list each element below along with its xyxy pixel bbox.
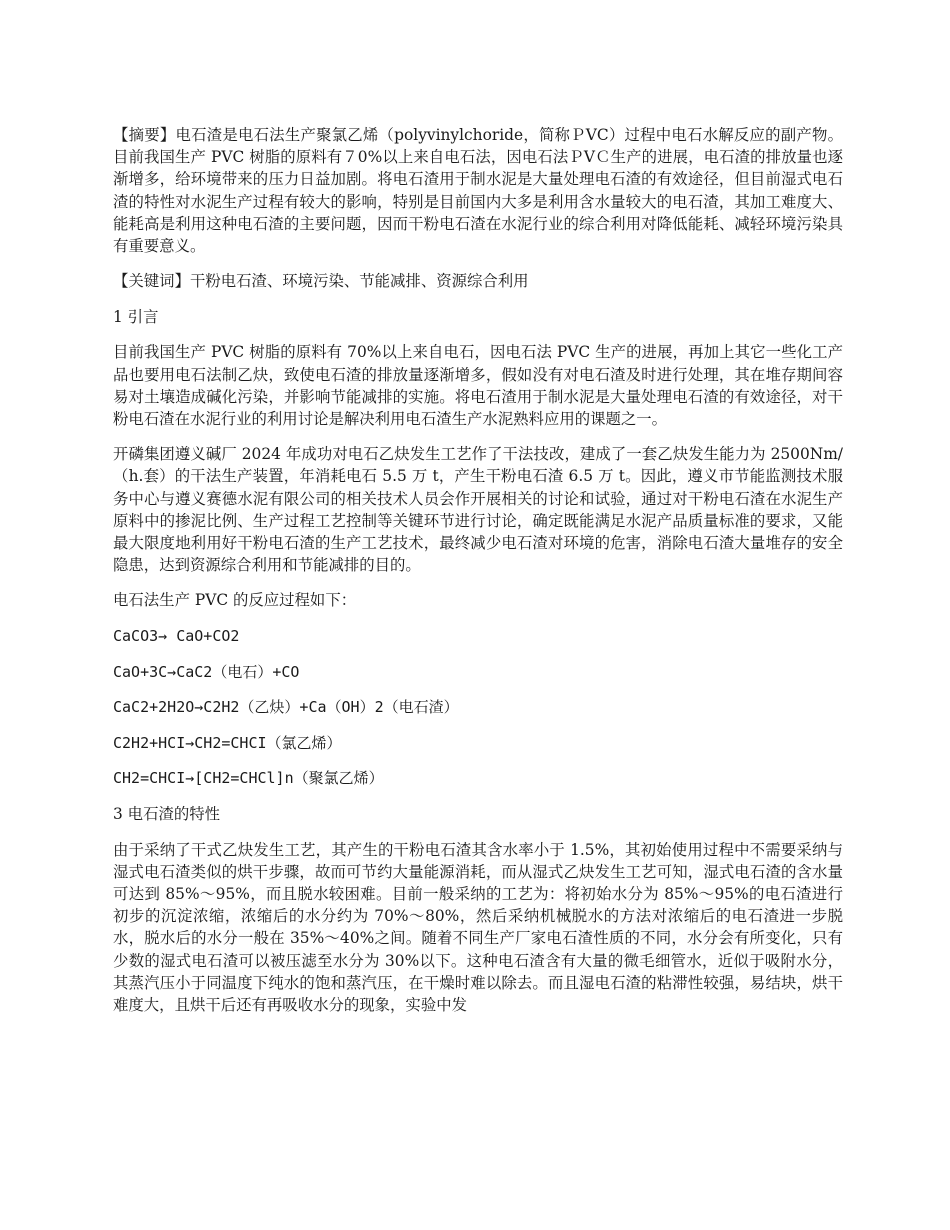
intro-paragraph-1: 目前我国生产 PVC 树脂的原料有 70%以上来自电石，因电石法 PVC 生产的进展，再加上其它一些化工产品也要用电石法制乙炔，致使电石渣的排放量逐渐增多，假如没有对电石渣及时进行处理，其在堆存期间容易对土壤造成碱化污染，并影响节能减排的实施。将电石渣用于制水泥是大量处理电石渣的有效途径，对干粉电石渣在水泥行业的利用讨论是解决利用电石渣生产水泥熟料应用的课题之一。 [113, 343, 843, 429]
section-heading-introduction: 1 引言 [113, 307, 159, 326]
reaction-intro-line: 电石法生产 PVC 的反应过程如下： [113, 591, 357, 610]
reaction-equation-5: CH2=CHCI→[CH2=CHCl]n（聚氯乙烯） [113, 769, 384, 788]
abstract-paragraph: 【摘要】电石渣是电石法生产聚氯乙烯（polyvinylchoride，简称ＰVC）过程中电石水解反应的副产物。目前我国生产 PVC 树脂的原料有７0%以上来自电石法，因电石法ＰVＣ生产的进展，电石渣的排放量也逐渐增多，给环境带来的压力日益加剧。将电石渣用于制水泥是大量处理电石渣的有效途径，但目前湿式电石渣的特性对水泥生产过程有较大的影响，特别是目前国内大多是利用含水量较大的电石渣，其加工难度大、能耗高是利用这种电石渣的主要问题，因而干粉电石渣在水泥行业的综合利用对降低能耗、减轻环境污染具有重要意义。 [113, 126, 843, 256]
characteristics-paragraph: 由于采纳了干式乙炔发生工艺，其产生的干粉电石渣其含水率小于 1.5%，其初始使用过程中不需要采纳与湿式电石渣类似的烘干步骤，故而可节约大量能源消耗，而从湿式乙炔发生工艺可知，湿式电石渣的含水量可达到 85%～95%，而且脱水较困难。目前一般采纳的工艺为：将初始水分为 85%～95%的电石渣进行初步的沉淀浓缩，浓缩后的水分约为 70%～80%，然后采纳机械脱水的方法对浓缩后的电石渣进一步脱水，脱水后的水分一般在 35%～40%之间。随着不同生产厂家电石渣性质的不同，水分会有所变化，只有少数的湿式电石渣可以被压滤至水分为 30%以下。这种电石渣含有大量的微毛细管水，近似于吸附水分，其蒸汽压小于同温度下纯水的饱和蒸汽压，在干燥时难以除去。而且湿电石渣的粘滞性较强，易结块，烘干难度大，且烘干后还有再吸收水分的现象，实验中发 [113, 840, 843, 1015]
reaction-equation-4: C2H2+HCI→CH2=CHCI（氯乙烯） [113, 733, 342, 752]
reaction-equation-2: CaO+3C→CaC2（电石）+CO [113, 662, 300, 681]
keywords-line: 【关键词】干粉电石渣、环境污染、节能减排、资源综合利用 [113, 272, 529, 291]
document-page [113, 124, 843, 1029]
reaction-equation-3: CaC2+2H2O→C2H2（乙炔）+Ca（OH）2（电石渣） [113, 698, 459, 717]
reaction-equation-1: CaCO3→ CaO+CO2 [113, 627, 240, 646]
intro-paragraph-2: 开磷集团遵义碱厂 2024 年成功对电石乙炔发生工艺作了干法技改，建成了一套乙炔发生能力为 2500Nm/（h.套）的干法生产装置，年消耗电石 5.5 万 t，产生干粉电石渣 6.5 万 t。因此，遵义市节能监测技术服务中心与遵义赛德水泥有限公司的相关技术人员会作开展相关的讨论和试验，通过对干粉电石渣在水泥生产原料中的掺泥比例、生产过程工艺控制等关键环节进行讨论，确定既能满足水泥产品质量标准的要求，又能最大限度地利用好干粉电石渣的生产工艺技术，最终减少电石渣对环境的危害，消除电石渣大量堆存的安全隐患，达到资源综合利用和节能减排的目的。 [113, 445, 843, 575]
section-heading-characteristics: 3 电石渣的特性 [113, 805, 221, 823]
